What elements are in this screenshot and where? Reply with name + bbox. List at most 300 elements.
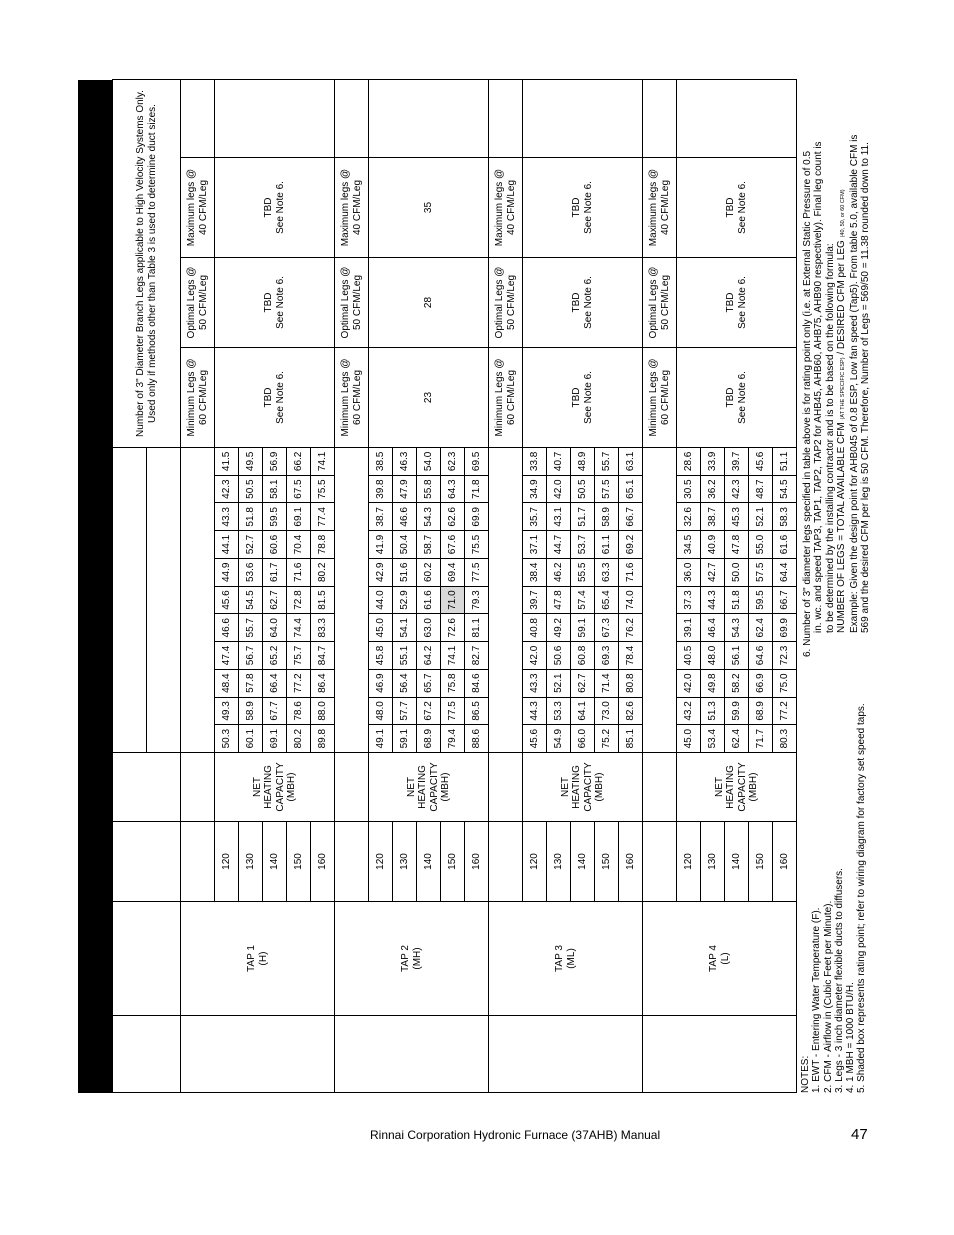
value-cell: 49.5 <box>238 447 263 476</box>
formula-subscript: (AT THE SPECIFIC ESP) <box>839 357 846 420</box>
section-blank-cell <box>488 1015 643 1093</box>
value-cell: 78.8 <box>310 530 335 559</box>
capacity-header-cell <box>180 752 215 822</box>
value-cell: 69.1 <box>286 502 311 531</box>
value-cell: 71.4 <box>594 669 619 698</box>
value-cell: 62.7 <box>570 669 595 698</box>
ewt-cell: 140 <box>262 821 287 902</box>
value-cell: 58.3 <box>772 502 797 531</box>
value-cell: 71.7 <box>748 724 773 753</box>
ewt-cell: 150 <box>748 821 773 902</box>
ewt-cell: 160 <box>618 821 643 902</box>
cell-line: NET <box>405 777 417 797</box>
value-cell: 77.5 <box>464 558 489 587</box>
cell-line: TBD <box>571 387 582 408</box>
cell-line: (L) <box>719 952 731 965</box>
cell-line: CAPACITY <box>274 762 286 812</box>
value-cell: 42.9 <box>368 558 393 587</box>
value-cell: 44.0 <box>368 586 393 615</box>
min-legs-value <box>676 347 797 448</box>
value-cell: 69.5 <box>464 447 489 476</box>
value-cell: 59.9 <box>724 697 749 726</box>
ewt-cell: 160 <box>310 821 335 902</box>
value-cell: 71.6 <box>618 558 643 587</box>
value-cell: 66.0 <box>570 724 595 753</box>
cell-line: TAP 4 <box>708 945 719 972</box>
value-cell: 47.9 <box>392 475 417 504</box>
value-cell: 55.7 <box>594 447 619 476</box>
values-header-cell <box>334 447 369 753</box>
header-tap-cell <box>112 901 181 1016</box>
value-cell: 38.5 <box>368 447 393 476</box>
value-cell: 80.2 <box>286 724 311 753</box>
value-cell: 89.8 <box>310 724 335 753</box>
value-cell: 59.5 <box>262 502 287 531</box>
cell-line: See Note 6. <box>274 371 286 424</box>
notes-title: NOTES: <box>800 1055 811 1093</box>
value-cell: 54.3 <box>724 613 749 642</box>
value-cell: 75.5 <box>310 475 335 504</box>
cell-line: See Note 6. <box>736 371 748 424</box>
cell-line: 40 CFM/Leg <box>351 179 363 236</box>
value-cell: 47.8 <box>724 530 749 559</box>
value-cell: 57.8 <box>238 669 263 698</box>
note-item: 3. Legs - 3 inch diameter flexible ducts to diffusers. <box>833 868 845 1093</box>
cell-line: (MBH) <box>286 772 297 802</box>
value-cell: 64.3 <box>440 475 465 504</box>
cell-line: Minimum Legs @ <box>648 358 659 437</box>
value-cell: 79.3 <box>464 586 489 615</box>
value-cell: 62.6 <box>440 502 465 531</box>
value-cell: 42.0 <box>546 475 571 504</box>
value-cell: 71.6 <box>286 558 311 587</box>
value-cell: 35.7 <box>522 502 547 531</box>
header-capacity-cell <box>112 752 181 822</box>
value-cell: 51.7 <box>570 502 595 531</box>
cell-line: Maximum legs @ <box>186 168 197 247</box>
value-cell: 43.3 <box>214 502 239 531</box>
value-cell: 33.9 <box>700 447 725 476</box>
value-cell: 83.3 <box>310 613 335 642</box>
legs-blank-cell <box>368 79 489 158</box>
capacity-header-cell <box>334 752 369 822</box>
cell-line: 35 <box>422 201 434 214</box>
value-cell: 75.2 <box>594 724 619 753</box>
footer-title: Rinnai Corporation Hydronic Furnace (37AHB) Manual <box>370 1128 661 1142</box>
value-cell: 34.9 <box>522 475 547 504</box>
max-legs-header <box>488 157 523 258</box>
value-cell: 41.9 <box>368 530 393 559</box>
value-cell: 58.9 <box>594 502 619 531</box>
ewt-cell: 160 <box>772 821 797 902</box>
min-legs-value <box>522 347 643 448</box>
max-legs-header <box>334 157 369 258</box>
value-cell: 49.8 <box>700 669 725 698</box>
value-cell: 68.9 <box>416 724 441 753</box>
value-cell: 62.4 <box>748 613 773 642</box>
header-blank-cell <box>112 1015 181 1093</box>
cell-line: 60 CFM/Leg <box>351 369 363 426</box>
value-cell: 86.4 <box>310 669 335 698</box>
value-cell: 33.8 <box>522 447 547 476</box>
cell-line: NET <box>251 777 263 797</box>
value-cell: 46.3 <box>392 447 417 476</box>
ewt-cell: 130 <box>238 821 263 902</box>
value-cell: 60.6 <box>262 530 287 559</box>
value-cell: 36.2 <box>700 475 725 504</box>
cell-line: (MBH) <box>440 772 451 802</box>
value-cell: 57.7 <box>392 697 417 726</box>
value-cell: 45.6 <box>214 586 239 615</box>
value-cell: 74.1 <box>310 447 335 476</box>
value-cell: 40.5 <box>676 641 701 670</box>
value-cell: 75.5 <box>464 530 489 559</box>
value-cell: 39.7 <box>724 447 749 476</box>
value-cell: 45.6 <box>522 724 547 753</box>
value-cell: 51.1 <box>772 447 797 476</box>
ewt-header-cell <box>180 821 215 902</box>
value-cell: 69.9 <box>464 502 489 531</box>
value-cell: 50.4 <box>392 530 417 559</box>
value-cell: 72.3 <box>772 641 797 670</box>
value-cell: 64.4 <box>772 558 797 587</box>
value-cell: 74.4 <box>286 613 311 642</box>
ewt-cell: 120 <box>368 821 393 902</box>
ewt-header-cell <box>334 821 369 902</box>
value-cell: 51.8 <box>238 502 263 531</box>
min-legs-value <box>368 347 489 448</box>
value-cell: 69.9 <box>772 613 797 642</box>
value-cell: 86.5 <box>464 697 489 726</box>
value-cell: 81.5 <box>310 586 335 615</box>
cell-line: See Note 6. <box>736 276 748 329</box>
value-cell: 43.3 <box>522 669 547 698</box>
value-cell: 52.9 <box>392 586 417 615</box>
min-legs-header <box>642 347 677 448</box>
cell-line: Optimal Legs @ <box>648 266 659 339</box>
ewt-cell: 130 <box>546 821 571 902</box>
value-cell: 54.0 <box>416 447 441 476</box>
value-cell: 65.7 <box>416 669 441 698</box>
note-item: 2. CFM - Airflow in (Cubic Feet per Minute). <box>822 900 834 1093</box>
value-cell: 59.1 <box>570 613 595 642</box>
cell-line: See Note 6. <box>582 371 594 424</box>
value-cell: 53.4 <box>700 724 725 753</box>
cell-line: (MBH) <box>594 772 605 802</box>
value-cell: 54.5 <box>772 475 797 504</box>
value-cell: 60.8 <box>570 641 595 670</box>
cell-line: 23 <box>422 391 434 404</box>
value-cell: 60.2 <box>416 558 441 587</box>
value-cell: 44.3 <box>700 586 725 615</box>
header-ewt-cell <box>112 821 181 902</box>
legs-blank-header <box>180 79 215 158</box>
value-cell: 84.6 <box>464 669 489 698</box>
cell-line: HEATING <box>571 765 582 809</box>
value-cell: 45.0 <box>676 724 701 753</box>
max-legs-value <box>214 157 335 258</box>
cell-line: NET <box>559 777 571 797</box>
value-cell: 77.4 <box>310 502 335 531</box>
cell-line: TBD <box>571 292 582 313</box>
note-6-line: in. wc. and speed TAP3, TAP1, TAP2, TAP2 for AHB45, AHB60, AHB75, AHB90 respectively). Final leg count is <box>813 141 825 633</box>
value-cell: 80.2 <box>310 558 335 587</box>
legs-blank-header <box>642 79 677 158</box>
value-cell: 43.1 <box>546 502 571 531</box>
value-cell: 66.9 <box>748 669 773 698</box>
cell-line: See Note 6. <box>582 181 594 234</box>
max-legs-value <box>522 157 643 258</box>
value-cell: 49.3 <box>214 697 239 726</box>
value-cell: 84.7 <box>310 641 335 670</box>
value-cell: 69.4 <box>440 558 465 587</box>
value-cell: 48.9 <box>570 447 595 476</box>
value-cell: 40.7 <box>546 447 571 476</box>
capacity-label <box>676 752 797 822</box>
legs-blank-cell <box>676 79 797 158</box>
value-cell: 51.3 <box>700 697 725 726</box>
value-cell: 80.8 <box>618 669 643 698</box>
value-cell: 70.4 <box>286 530 311 559</box>
value-cell: 39.1 <box>676 613 701 642</box>
min-legs-header <box>488 347 523 448</box>
cell-line: 60 CFM/Leg <box>505 369 517 426</box>
value-cell: 49.2 <box>546 613 571 642</box>
value-cell: 48.0 <box>368 697 393 726</box>
max-legs-value <box>368 157 489 258</box>
ewt-cell: 120 <box>214 821 239 902</box>
cell-line: See Note 6. <box>274 181 286 234</box>
value-cell: 56.4 <box>392 669 417 698</box>
formula-part: NUMBER OF LEGS = TOTAL AVAILABLE CFM <box>835 419 847 633</box>
value-cell: 80.3 <box>772 724 797 753</box>
optimal-legs-value <box>676 257 797 348</box>
optimal-legs-value <box>214 257 335 348</box>
value-cell: 59.5 <box>748 586 773 615</box>
value-cell: 61.1 <box>594 530 619 559</box>
cell-line: 28 <box>422 296 434 309</box>
value-cell: 40.8 <box>522 613 547 642</box>
value-cell: 62.3 <box>440 447 465 476</box>
value-cell: 62.4 <box>724 724 749 753</box>
note-6-block <box>802 135 872 657</box>
value-cell: 43.2 <box>676 697 701 726</box>
value-cell: 46.6 <box>392 502 417 531</box>
value-cell: 45.6 <box>748 447 773 476</box>
value-cell: 46.9 <box>368 669 393 698</box>
value-cell: 58.2 <box>724 669 749 698</box>
cell-line: CAPACITY <box>736 762 748 812</box>
value-cell: 50.6 <box>546 641 571 670</box>
value-cell: 61.6 <box>772 530 797 559</box>
value-cell: 77.2 <box>772 697 797 726</box>
value-cell: 63.1 <box>618 447 643 476</box>
optimal-legs-header <box>334 257 369 348</box>
note-6-formula <box>836 135 849 657</box>
value-cell: 44.3 <box>522 697 547 726</box>
value-cell: 69.2 <box>618 530 643 559</box>
value-cell: 77.2 <box>286 669 311 698</box>
ewt-header-cell <box>642 821 677 902</box>
ewt-cell: 140 <box>570 821 595 902</box>
cell-line: Optimal Legs @ <box>494 266 505 339</box>
value-cell: 30.5 <box>676 475 701 504</box>
value-cell: 39.7 <box>522 586 547 615</box>
value-cell: 58.9 <box>238 697 263 726</box>
rotated-table-frame <box>78 80 894 1093</box>
ewt-header-cell <box>488 821 523 902</box>
cell-line: 50 CFM/Leg <box>197 274 209 331</box>
value-cell: 59.1 <box>392 724 417 753</box>
value-cell: 57.4 <box>570 586 595 615</box>
value-cell: 57.5 <box>594 475 619 504</box>
value-cell: 42.3 <box>724 475 749 504</box>
optimal-legs-header <box>488 257 523 348</box>
values-header-cell <box>488 447 523 753</box>
max-legs-header <box>642 157 677 258</box>
ewt-cell: 130 <box>392 821 417 902</box>
value-cell: 61.6 <box>416 586 441 615</box>
value-cell: 51.8 <box>724 586 749 615</box>
value-cell: 42.3 <box>214 475 239 504</box>
value-cell: 79.4 <box>440 724 465 753</box>
cell-line: TAP 2 <box>400 945 411 972</box>
value-cell: 66.2 <box>286 447 311 476</box>
cell-line: See Note 6. <box>274 276 286 329</box>
value-cell: 82.6 <box>618 697 643 726</box>
cell-line: 40 CFM/Leg <box>505 179 517 236</box>
ewt-cell: 160 <box>464 821 489 902</box>
legs-blank-header <box>334 79 369 158</box>
value-cell: 64.2 <box>416 641 441 670</box>
value-cell: 68.9 <box>748 697 773 726</box>
cell-line: (H) <box>257 951 269 966</box>
cell-line: (MBH) <box>748 772 759 802</box>
page-number: 47 <box>851 1126 868 1143</box>
value-cell: 65.1 <box>618 475 643 504</box>
cell-line: 60 CFM/Leg <box>197 369 209 426</box>
value-cell: 53.7 <box>570 530 595 559</box>
value-cell: 74.0 <box>618 586 643 615</box>
value-cell: 48.0 <box>700 641 725 670</box>
capacity-label <box>214 752 335 822</box>
cell-line: 40 CFM/Leg <box>197 179 209 236</box>
value-cell: 51.6 <box>392 558 417 587</box>
optimal-legs-value <box>522 257 643 348</box>
value-cell: 77.5 <box>440 697 465 726</box>
note-6-line: Example: Given the design point for AHB045 of 0.8 ESP, Low fan speed (Tap5). From table 5.0, available CFM is <box>849 134 861 633</box>
cell-line: HEATING <box>263 765 274 809</box>
cell-line: (ML) <box>565 948 577 969</box>
value-cell: 67.5 <box>286 475 311 504</box>
value-cell: 81.1 <box>464 613 489 642</box>
value-cell: 66.4 <box>262 669 287 698</box>
value-cell: 64.6 <box>748 641 773 670</box>
cell-line: 40 CFM/Leg <box>659 179 671 236</box>
cell-line: See Note 6. <box>736 181 748 234</box>
cell-line: CAPACITY <box>428 762 440 812</box>
value-cell: 46.2 <box>546 558 571 587</box>
value-cell: 52.7 <box>238 530 263 559</box>
value-cell: 37.3 <box>676 586 701 615</box>
cell-line: Maximum legs @ <box>340 168 351 247</box>
note-6-line: to be determined by the installing contractor and is to be based on the following formula: <box>824 243 836 633</box>
value-cell: 45.0 <box>368 613 393 642</box>
value-cell: 58.1 <box>262 475 287 504</box>
min-legs-header <box>180 347 215 448</box>
value-cell: 69.1 <box>262 724 287 753</box>
value-cell: 65.2 <box>262 641 287 670</box>
value-cell: 42.7 <box>700 558 725 587</box>
cell-line: 50 CFM/Leg <box>351 274 363 331</box>
capacity-label <box>368 752 489 822</box>
notes-block <box>800 703 868 1093</box>
value-cell: 38.7 <box>368 502 393 531</box>
value-cell: 66.7 <box>618 502 643 531</box>
section-blank-cell <box>180 1015 335 1093</box>
cell-line: Optimal Legs @ <box>340 266 351 339</box>
value-cell: 42.0 <box>522 641 547 670</box>
value-cell: 65.4 <box>594 586 619 615</box>
cell-line: Maximum legs @ <box>648 168 659 247</box>
ewt-cell: 120 <box>522 821 547 902</box>
ewt-cell: 120 <box>676 821 701 902</box>
value-cell: 67.6 <box>440 530 465 559</box>
note-item: 5. Shaded box represents rating point; refer to wiring diagram for factory set speed taps. <box>856 703 868 1093</box>
table-top-band <box>78 80 112 1093</box>
value-cell: 85.1 <box>618 724 643 753</box>
value-cell: 48.4 <box>214 669 239 698</box>
note-item: 4. 1 MBH = 1000 BTU/H. <box>845 982 857 1093</box>
cell-line: TBD <box>263 387 274 408</box>
value-cell: 54.5 <box>238 586 263 615</box>
value-cell: 72.6 <box>440 613 465 642</box>
value-cell: 67.3 <box>594 613 619 642</box>
tap-label <box>488 901 643 1016</box>
value-cell: 76.2 <box>618 613 643 642</box>
cell-line: Minimum Legs @ <box>186 358 197 437</box>
ewt-cell: 150 <box>286 821 311 902</box>
value-cell: 55.5 <box>570 558 595 587</box>
value-cell: 74.1 <box>440 641 465 670</box>
value-cell: 38.7 <box>700 502 725 531</box>
tap-label <box>642 901 797 1016</box>
cell-line: TBD <box>571 197 582 218</box>
rotated-table-content <box>78 80 894 1093</box>
cell-line: Maximum legs @ <box>494 168 505 247</box>
value-cell: 32.6 <box>676 502 701 531</box>
cell-line: Optimal Legs @ <box>186 266 197 339</box>
cell-line: Minimum Legs @ <box>494 358 505 437</box>
value-cell: 64.0 <box>262 613 287 642</box>
value-cell: 82.7 <box>464 641 489 670</box>
cell-line: HEATING <box>725 765 736 809</box>
value-cell: 52.1 <box>546 669 571 698</box>
value-cell: 36.0 <box>676 558 701 587</box>
value-cell: 28.6 <box>676 447 701 476</box>
value-cell: 55.0 <box>748 530 773 559</box>
cell-line: TBD <box>263 197 274 218</box>
value-cell: 75.7 <box>286 641 311 670</box>
value-cell: 50.3 <box>214 724 239 753</box>
value-cell: 75.8 <box>440 669 465 698</box>
value-cell: 64.1 <box>570 697 595 726</box>
value-cell: 67.2 <box>416 697 441 726</box>
value-cell: 63.3 <box>594 558 619 587</box>
value-cell: 56.9 <box>262 447 287 476</box>
formula-part: / DESIRED CFM per LEG <box>835 237 847 358</box>
tap-label <box>334 901 489 1016</box>
